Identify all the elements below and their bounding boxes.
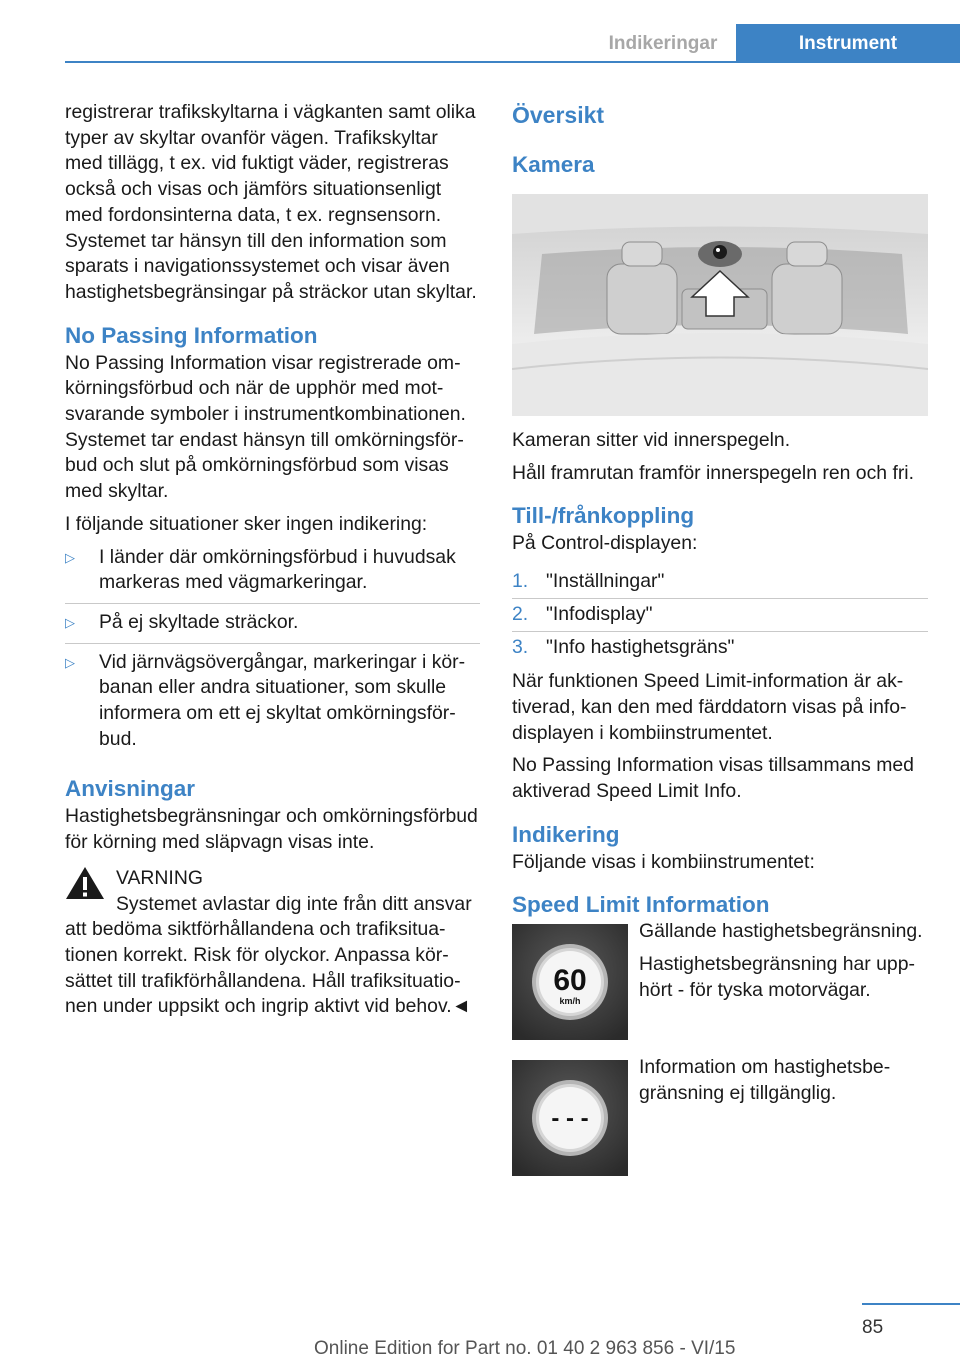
heading-speed-limit: Speed Limit Information	[512, 892, 770, 918]
list-item: ▷ På ej skyltade sträckor.	[65, 610, 480, 644]
speed-limit-row	[512, 920, 928, 1060]
speed-limit-60-text: Gällande hastighetsbegränsning. Hastighetsbegränsning har upphört - för tyska motorvägar.	[639, 920, 923, 1001]
anvisningar-paragraph: Hastighetsbegränsningar och omkörningsförbud för körning med släpvagn visas inte.	[65, 805, 478, 854]
speed-limit-unavailable-icon	[512, 1060, 628, 1176]
intro-paragraph: registrerar trafikskyltarna i vägkanten samt olika typer av skyltar ovanför vägen. Trafikskyltar med tillägg, t ex. vid fuktigt väder, registreras också och visas och jämförs situationsenligt med fordonsinterna data, t ex. regnsensorn. Systemet tar hänsyn till den information som sparats i navigationssystemet och visar även hastighetsbegränsingar på sträckor utan skyltar.	[65, 101, 477, 303]
no-passing-situations: I följande situationer sker ingen indikering:	[65, 512, 428, 535]
heading-till-frankoppling: Till-/frånkoppling	[512, 503, 695, 529]
heading-no-passing: No Passing Information	[65, 322, 318, 348]
right-column	[512, 100, 928, 1196]
steps-list	[512, 569, 928, 663]
warning-text: Systemet avlastar dig inte från ditt ansvar att bedöma siktförhållandena och trafiksituationen korrekt. Risk för olyckor. Anpassa körsättet till trafikförhållandena. Håll trafiksituationen under uppsikt och ingrip aktivt vid behov.◄	[65, 892, 472, 1018]
indikering-paragraph: Följande visas i kombiinstrumentet:	[512, 850, 815, 873]
list-item: ▷ I länder där omkörningsförbud i huvudsak markeras med vägmarkeringar.	[65, 545, 480, 604]
header-tab-section: Indikeringar	[590, 24, 736, 63]
heading-kamera: Kamera	[512, 152, 595, 177]
svg-text:km/h: km/h	[559, 996, 581, 1007]
heading-anvisningar: Anvisningar	[65, 776, 196, 802]
page-number: 85	[862, 1317, 884, 1338]
no-passing-paragraph: No Passing Information visar registrerade omkörningsförbud och när de upphör med motsvarande symboler i instrumentkombinationen. Systemet tar endast hänsyn till omkörningsförbud och slut på omkörningsförbud som visas med skyltar.	[65, 351, 466, 503]
header-rule	[65, 61, 960, 63]
speed-limit-unavailable-row	[512, 1056, 928, 1196]
nopass-info-paragraph: No Passing Information visas tillsammans med aktiverad Speed Limit Info.	[512, 754, 914, 803]
svg-text:- - -: - - -	[551, 1105, 589, 1133]
svg-text:60: 60	[553, 964, 587, 998]
triangle-bullet-icon: ▷	[65, 654, 75, 670]
header-tab-chapter: Instrument	[736, 24, 960, 63]
heading-indikering: Indikering	[512, 821, 620, 847]
situations-list	[65, 545, 480, 760]
heading-oversikt: Översikt	[512, 102, 605, 128]
camera-illustration	[512, 194, 928, 416]
till-paragraph: På Control-displayen:	[512, 532, 698, 555]
speed-limit-unavailable-text: Information om hastighetsbegränsning ej tillgänglig.	[639, 1056, 891, 1105]
funktion-paragraph: När funktionen Speed Limit-information är aktiverad, kan den med färddatorn visas på infodisplayen i kombiinstrumentet.	[512, 670, 907, 744]
list-item: ▷ Vid järnvägsövergångar, markeringar i körbanan eller andra situationer, som skulle informera om ett ej skyltat omkörningsförbud.	[65, 650, 466, 750]
warning-triangle-icon	[65, 866, 105, 900]
warning-box	[65, 866, 480, 1020]
warning-title: VARNING	[116, 866, 203, 889]
speed-limit-60-icon	[512, 924, 628, 1040]
triangle-bullet-icon: ▷	[65, 614, 75, 630]
triangle-bullet-icon: ▷	[65, 549, 75, 565]
footer-rule	[862, 1303, 960, 1305]
left-column	[65, 100, 480, 1027]
list-item: 1. "Inställningar"	[512, 569, 928, 599]
list-item: 2. "Infodisplay"	[512, 602, 928, 632]
footer-edition: Online Edition for Part no. 01 40 2 963 856 - VI/15	[314, 1338, 736, 1359]
kamera-paragraph-1: Kameran sitter vid innerspegeln.	[512, 429, 791, 451]
list-item: 3. "Info hastighetsgräns"	[512, 635, 735, 658]
kamera-paragraph-2: Håll framrutan framför innerspegeln ren och fri.	[512, 461, 914, 484]
